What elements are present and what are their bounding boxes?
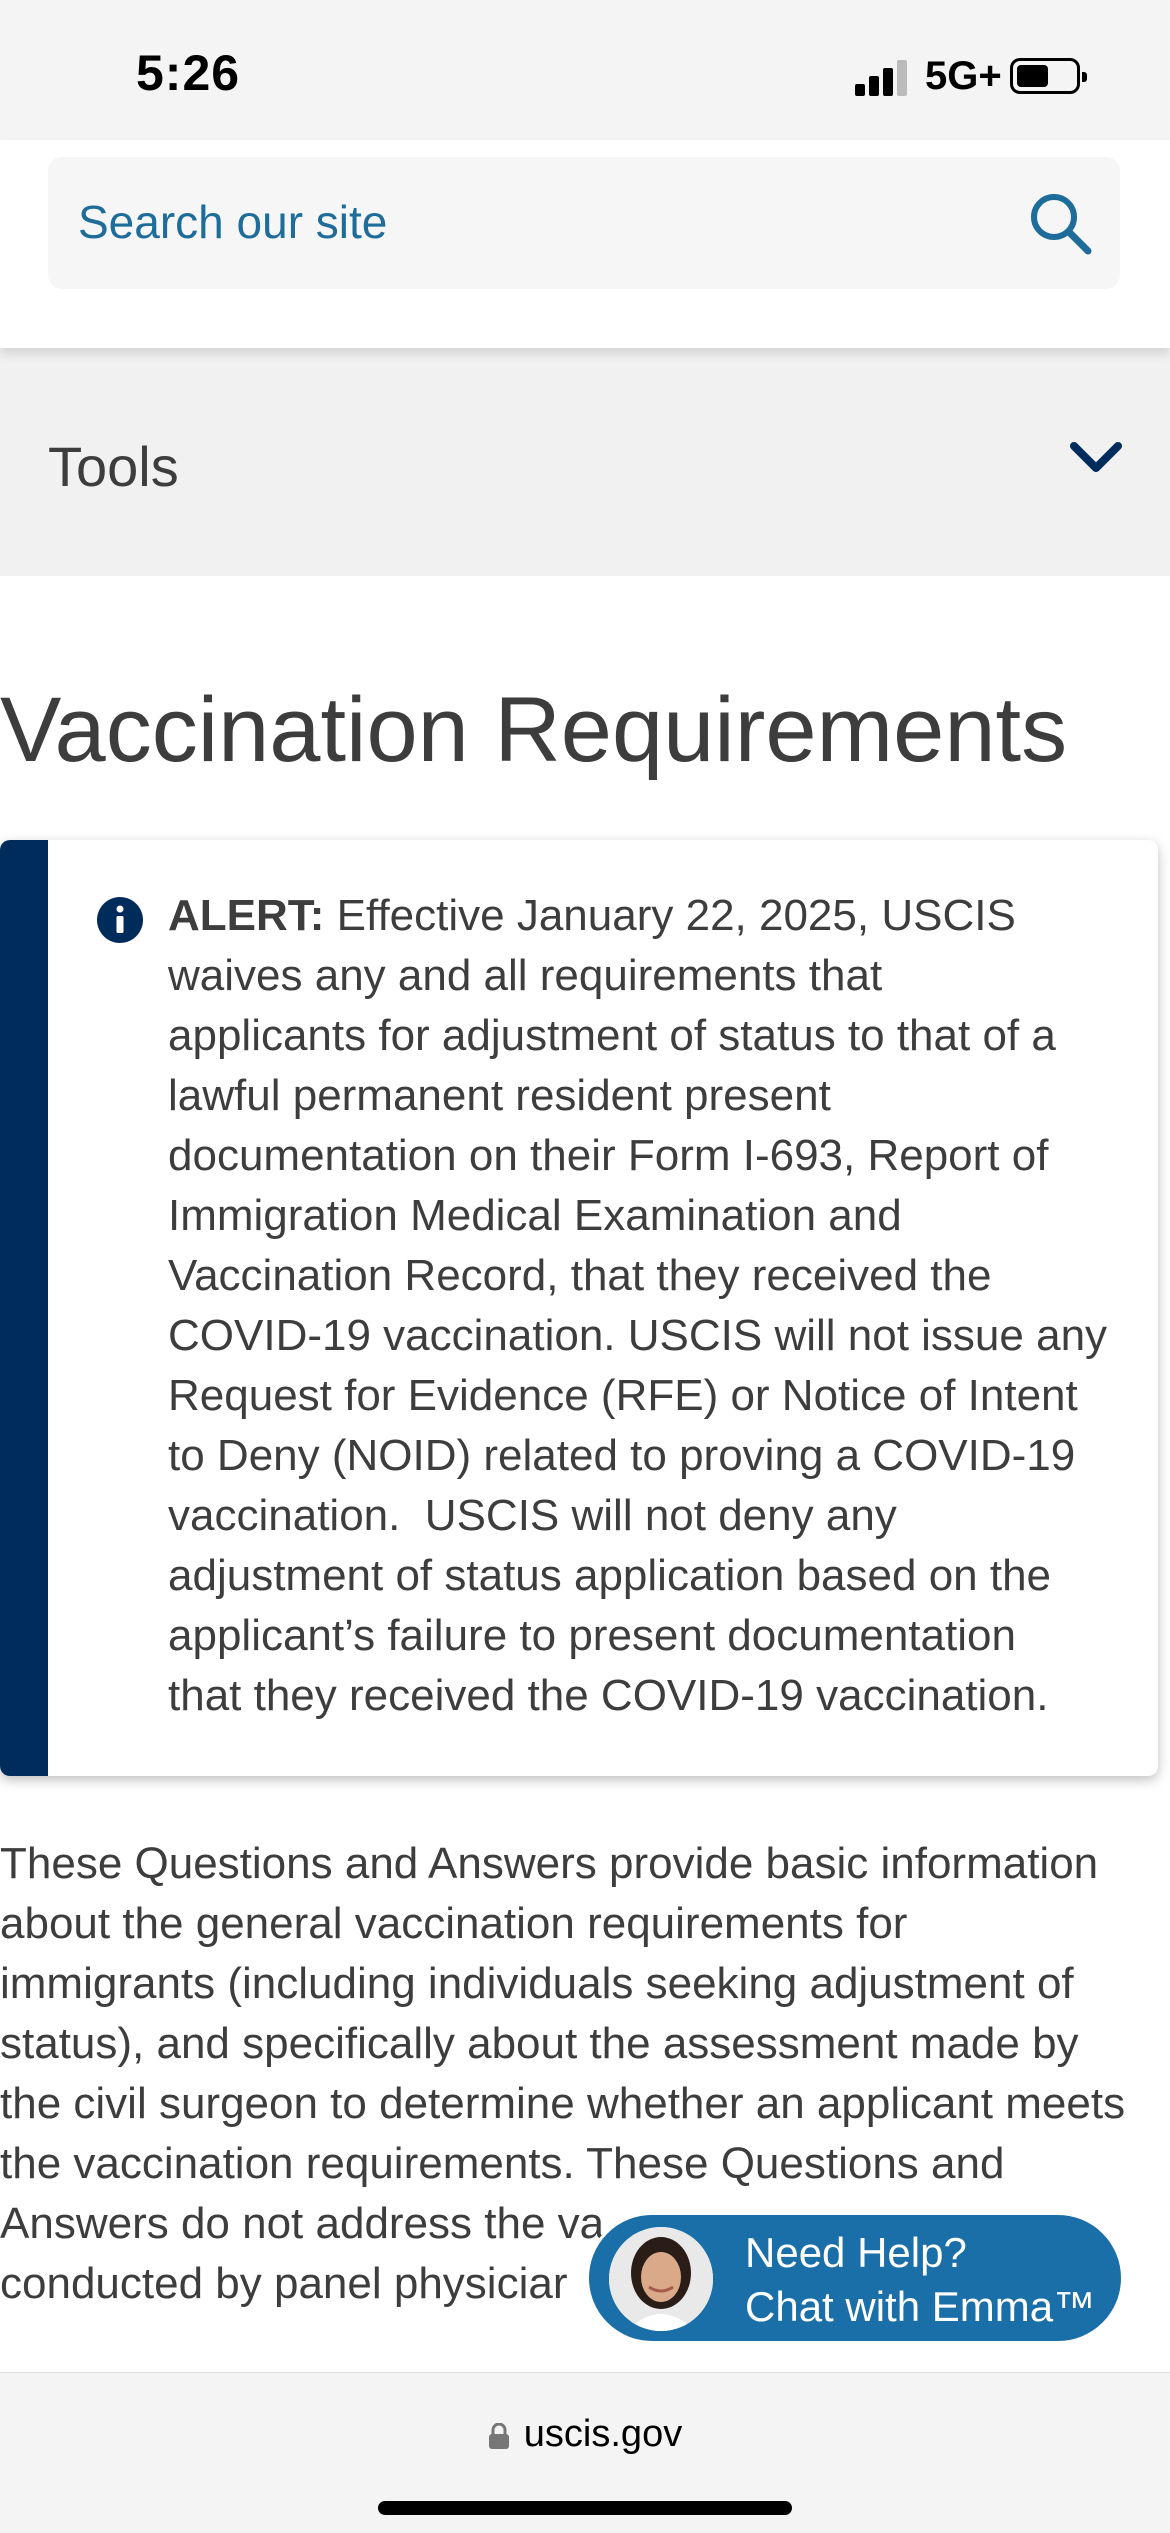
alert-line: applicant’s failure to present documentation (168, 1611, 1016, 1660)
alert-line: Immigration Medical Examination and (168, 1191, 902, 1240)
alert-line: Vaccination Record, that they received the (168, 1251, 992, 1300)
paragraph-line: the civil surgeon to determine whether an applicant meets (0, 2079, 1126, 2128)
paragraph-line: conducted by panel physiciar (0, 2259, 568, 2308)
alert-line: waives any and all requirements that (168, 951, 883, 1000)
paragraph-line: These Questions and Answers provide basic information (0, 1839, 1099, 1888)
paragraph-line: immigrants (including individuals seeking adjustment of (0, 1959, 1074, 2008)
search-input[interactable]: Search our site (78, 196, 388, 248)
chat-with-emma-button[interactable] (586, 2212, 1124, 2344)
alert-accent-bar (0, 840, 48, 1776)
home-indicator[interactable] (378, 2501, 792, 2515)
clock: 5:26 (136, 45, 241, 101)
cellular-signal-icon (855, 60, 915, 96)
page-title: Vaccination Requirements (0, 679, 1068, 781)
paragraph-line: status), and specifically about the assessment made by (0, 2019, 1079, 2068)
paragraph-line: the vaccination requirements. These Questions and (0, 2139, 1005, 2188)
chat-line-2: Chat with Emma™ (745, 2283, 1096, 2330)
battery-icon (1010, 58, 1080, 94)
alert-line: that they received the COVID-19 vaccination. (168, 1671, 1049, 1720)
search-icon[interactable] (1026, 189, 1094, 257)
alert-line: applicants for adjustment of status to that of a (168, 1011, 1056, 1060)
lock-icon (488, 2423, 510, 2449)
tools-accordion[interactable] (0, 348, 1170, 576)
alert-message (168, 886, 1118, 1726)
url-text: uscis.gov (523, 2413, 683, 2455)
alert-line: adjustment of status application based on the (168, 1551, 1052, 1600)
chevron-down-icon[interactable] (1068, 438, 1124, 478)
emma-avatar (609, 2227, 713, 2331)
chat-line-1: Need Help? (745, 2229, 967, 2276)
info-icon (96, 896, 144, 944)
search-field[interactable] (48, 157, 1120, 289)
alert-line: Effective January 22, 2025, USCIS (336, 891, 1016, 940)
network-type: 5G+ (925, 54, 1002, 98)
emma-avatar-image (609, 2227, 713, 2331)
paragraph-line: about the general vaccination requirements for (0, 1899, 908, 1948)
alert-line: lawful permanent resident present (168, 1071, 831, 1120)
alert-line: documentation on their Form I-693, Report of (168, 1131, 1049, 1180)
browser-address-bar[interactable] (0, 2372, 1170, 2533)
site-header (0, 140, 1170, 348)
alert-line: COVID-19 vaccination. USCIS will not issue any (168, 1311, 1108, 1360)
paragraph-line: Answers do not address the va (0, 2199, 605, 2248)
alert-line: vaccination. USCIS will not deny any (168, 1491, 897, 1540)
url-display[interactable] (0, 2413, 1170, 2456)
alert-line: to Deny (NOID) related to proving a COVID-19 (168, 1431, 1076, 1480)
alert-box (0, 840, 1158, 1776)
tools-label: Tools (48, 435, 179, 498)
alert-line: Request for Evidence (RFE) or Notice of Intent (168, 1371, 1078, 1420)
alert-label: ALERT: (168, 891, 325, 940)
status-bar (0, 0, 1170, 140)
